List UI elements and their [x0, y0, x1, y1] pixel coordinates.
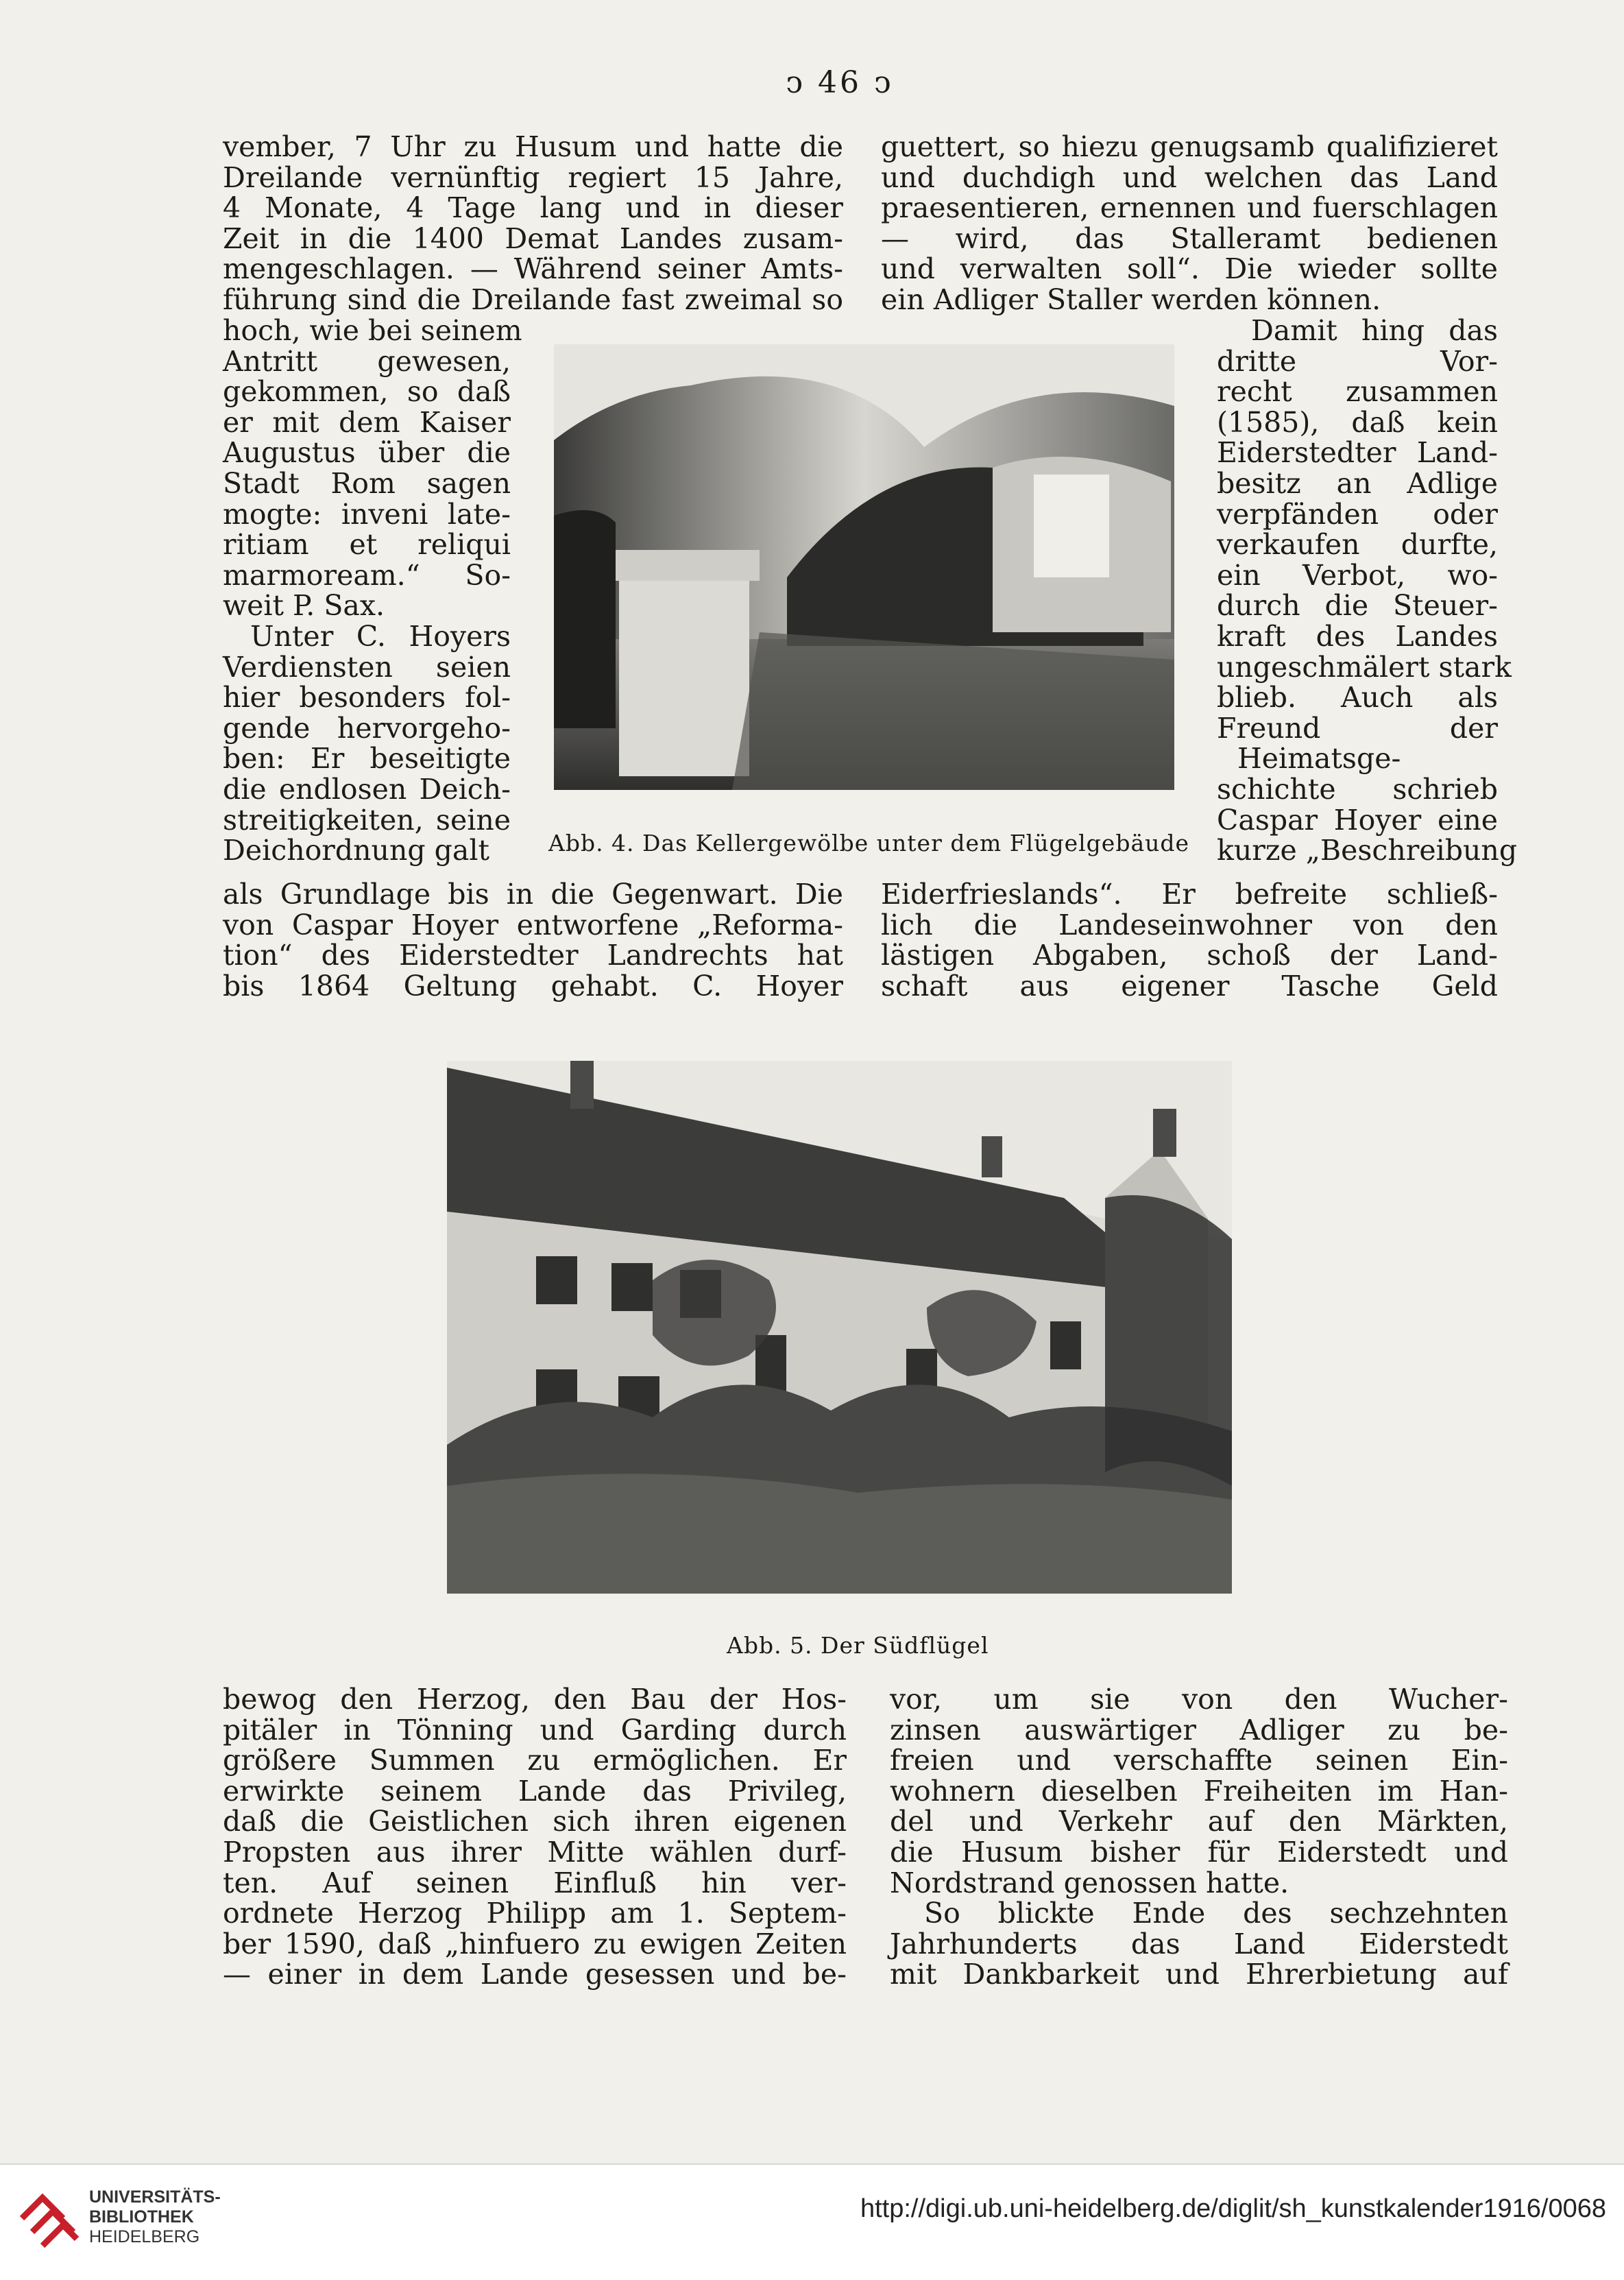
column-top-right-narrow	[1217, 314, 1518, 867]
text-line: Dreilande vernünftig regiert 15 Jahre,	[223, 160, 843, 194]
text-line: daß die Geistlichen sich ihren eigenen	[223, 1805, 847, 1838]
text-line: del und Verkehr auf den Märkten,	[890, 1805, 1508, 1838]
figure-5-south-wing-photo	[447, 1061, 1232, 1594]
text-line: Caspar Hoyer eine	[1217, 803, 1498, 837]
column-top-left	[223, 132, 843, 315]
text-line: kurze „Beschreibung	[1217, 834, 1518, 867]
text-line: mit Dankbarkeit und Ehrerbietung auf	[890, 1958, 1508, 1991]
text-line: streitigkeiten, seine	[223, 803, 511, 837]
text-line: lich die Landeseinwohner von den	[881, 908, 1498, 941]
text-line: mengeschlagen. — Während seiner Amts-	[223, 252, 843, 286]
text-line: ritiam et reliqui	[223, 528, 511, 562]
figure-5-caption: Abb. 5. Der Südflügel	[727, 1632, 989, 1659]
text-line: Freund der	[1217, 711, 1498, 745]
text-line: lästigen Abgaben, schoß der Land-	[881, 939, 1498, 972]
text-line: er mit dem Kaiser	[223, 405, 511, 439]
text-line: gende hervorgeho-	[223, 711, 511, 745]
source-url-link[interactable]: http://digi.ub.uni-heidelberg.de/diglit/sh_kunstkalender1916/0068	[860, 2194, 1606, 2223]
text-line: Eiderstedter Land-	[1217, 436, 1498, 470]
text-line: Heimatsge-	[1237, 742, 1401, 776]
south-wing-illustration	[447, 1061, 1232, 1594]
column-bottom-left	[223, 1684, 847, 1990]
text-line: durch die Steuer-	[1217, 589, 1498, 623]
text-line: schichte schrieb	[1217, 772, 1498, 806]
library-name	[89, 2187, 221, 2247]
text-line: ten. Auf seinen Einfluß hin ver-	[223, 1866, 847, 1899]
text-line: So blickte Ende des sechzehnten	[924, 1897, 1508, 1930]
text-line: marmoream.“ So-	[223, 558, 511, 592]
text-line: (1585), daß kein	[1217, 405, 1498, 439]
text-line: weit P. Sax.	[223, 589, 385, 623]
text-line: verkaufen durfte,	[1217, 528, 1498, 562]
text-line: ein Adliger Staller werden können.	[881, 283, 1381, 316]
column-top-left-bottom	[223, 879, 843, 1001]
text-line: 4 Monate, 4 Tage lang und in dieser	[223, 191, 843, 225]
text-line: tion“ des Eiderstedter Landrechts hat	[223, 939, 843, 972]
text-line: Damit hing das	[1251, 314, 1498, 347]
text-line: bewog den Herzog, den Bau der Hos-	[223, 1683, 847, 1716]
text-line: pitäler in Tönning und Garding durch	[223, 1713, 847, 1747]
text-line: Zeit in die 1400 Demat Landes zusam-	[223, 221, 843, 255]
text-line: — wird, das Stalleramt bedienen	[881, 221, 1498, 255]
text-line: wohnern dieselben Freiheiten im Han-	[890, 1774, 1508, 1808]
text-line: bis 1864 Geltung gehabt. C. Hoyer	[223, 969, 843, 1003]
text-line: und verwalten soll“. Die wieder sollte	[881, 252, 1498, 286]
text-line: — einer in dem Lande gesessen und be-	[223, 1958, 847, 1991]
university-library-logo-icon	[15, 2181, 84, 2256]
text-line: kraft des Landes	[1217, 619, 1498, 653]
text-line: als Grundlage bis in die Gegenwart. Die	[223, 878, 843, 911]
text-line: Verdiensten seien	[223, 650, 511, 684]
column-top-left-narrow	[223, 314, 522, 867]
text-line: mogte: inveni late-	[223, 497, 511, 531]
text-line: ben: Er beseitigte	[223, 742, 511, 776]
text-line: die endlosen Deich-	[223, 772, 511, 806]
column-top-right	[881, 132, 1498, 315]
library-name-line: BIBLIOTHEK	[89, 2207, 194, 2227]
text-line: praesentieren, ernennen und fuerschlagen	[881, 191, 1498, 225]
text-line: recht zusammen	[1217, 375, 1498, 409]
text-line: größere Summen zu ermöglichen. Er	[223, 1744, 847, 1777]
figure-4-caption: Abb. 4. Das Kellergewölbe unter dem Flügelgebäude	[548, 830, 1190, 856]
page-number: ↄ 46 ↄ	[786, 65, 894, 100]
text-line: Jahrhunderts das Land Eiderstedt	[890, 1927, 1508, 1960]
text-line: ber 1590, daß „hinfuero zu ewigen Zeiten	[223, 1927, 847, 1960]
text-line: vor, um sie von den Wucher-	[890, 1683, 1508, 1716]
figure-4-cellar-photo	[554, 344, 1174, 790]
text-line: blieb. Auch als	[1217, 681, 1498, 715]
library-name-line: HEIDELBERG	[89, 2227, 200, 2246]
text-line: verpfänden oder	[1217, 497, 1498, 531]
text-line: freien und verschaffte seinen Ein-	[890, 1744, 1508, 1777]
text-line: Unter C. Hoyers	[250, 619, 511, 653]
text-line: hoch, wie bei seinem	[223, 314, 522, 347]
text-line: ordnete Herzog Philipp am 1. Septem-	[223, 1897, 847, 1930]
text-line: vember, 7 Uhr zu Husum und hatte die	[223, 130, 843, 163]
text-line: hier besonders fol-	[223, 681, 511, 715]
text-line: Deichordnung galt	[223, 834, 489, 867]
text-line: ein Verbot, wo-	[1217, 558, 1498, 592]
text-line: besitz an Adlige	[1217, 466, 1498, 500]
text-line: Stadt Rom sagen	[223, 466, 511, 500]
text-line: Nordstrand genossen hatte.	[890, 1866, 1289, 1899]
text-line: erwirkte seinem Lande das Privileg,	[223, 1774, 847, 1808]
text-line: und duchdigh und welchen das Land	[881, 160, 1498, 194]
cellar-vault-illustration	[554, 344, 1174, 790]
text-line: die Husum bisher für Eiderstedt und	[890, 1835, 1508, 1869]
text-line: ungeschmälert stark	[1217, 650, 1512, 684]
text-line: Propsten aus ihrer Mitte wählen durf-	[223, 1835, 847, 1869]
text-line: gekommen, so daß	[223, 375, 511, 409]
library-name-line: UNIVERSITÄTS-	[89, 2187, 221, 2207]
text-line: Antritt gewesen,	[223, 344, 511, 378]
column-top-right-bottom	[881, 879, 1498, 1001]
column-bottom-right	[890, 1684, 1508, 1990]
text-line: dritte Vor-	[1217, 344, 1498, 378]
text-line: guettert, so hiezu genugsamb qualifizieret	[881, 130, 1498, 163]
text-line: schaft aus eigener Tasche Geld	[881, 969, 1498, 1003]
text-line: führung sind die Dreilande fast zweimal so	[223, 283, 843, 316]
text-line: Augustus über die	[223, 436, 511, 470]
text-line: zinsen auswärtiger Adliger zu be-	[890, 1713, 1508, 1747]
text-line: Eiderfrieslands“. Er befreite schließ-	[881, 878, 1498, 911]
text-line: von Caspar Hoyer entworfene „Reforma-	[223, 908, 843, 941]
